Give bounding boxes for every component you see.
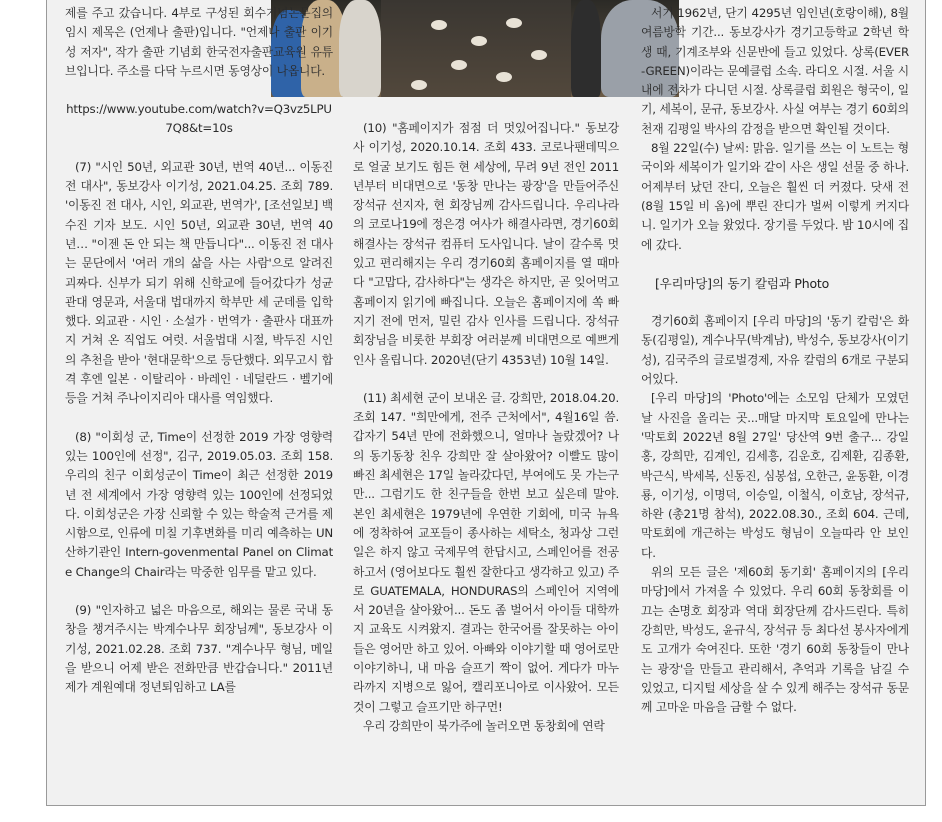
paragraph-item-11: (11) 최세현 군이 보내온 글. 강희만, 2018.04.20. 조회 147. "희만에게, 전주 근처에서", 4월16일 씀. 갑자기 54년 만에 전화했으니, 얼마나 놀랐겠어? 나의 동기동창 친우 강희만 잘 살아왔어? 이빨도 많이 빠진 최세현은 17일 놀라갔다던, 부여에도 못 가는구만... 그럼기도 한 친구들을 한번 보고 싶은데 말야. 본인 최세현은 1979년에 우연한 기회에, 미국 뉴욕에 정착하여 교포들이 종사하는 세탁소, 청과상 그런 일은 하지 않고 국제무역 한답시고, 스페인어를 전공하고서 (영어보다도 훨씬 잘한다고 생각하고 있고) 주로 GUATEMALA, HONDURAS의 스페인어 지역에서 20년을 살아왔어... 돈도 좀 벌어서 아이들 대학까지 교육도 시켜왔지. 결과는 한국어를 잘못하는 아이들은 영어만 하고 있어. 아빠와 이야기할 때 영어로만 이야기하니, 내 마음 슬프기 짝이 없어. 게다가 마누라까지 지병으로 잃어, 캘리포니아로 이사왔어. 모든 것이 그렇고 슬프기만 하구먼! — [353, 390, 619, 714]
photo-plate — [431, 20, 447, 30]
paragraph-item-11-continued: 우리 강희만이 북가주에 놀러오면 동창회에 연락 — [363, 718, 605, 733]
column-middle — [353, 119, 619, 736]
section-heading: [우리마당]의 동기 칼럼과 Photo — [655, 275, 830, 291]
photo-person — [339, 0, 381, 97]
photo-person — [571, 0, 601, 97]
paragraph-photo-section: [우리 마당]의 'Photo'에는 소모임 단체가 모였던 날 사진을 올리는 곳...매달 마지막 토요일에 만나는 '막토회 2022년 8월 27일' 당산역 9번 출구... 강일홍, 강희만, 김계인, 김세흥, 김운호, 김제환, 김종환, 박근식, 박세복, 신동진, 심봉섭, 오한근, 윤동환, 이경룡, 이기성, 이명덕, 이승일, 이철식, 이호남, 장석규, 하완 (총21명 참석), 2022.08.30., 조회 604. 근데, 막토회에 개근하는 박성도 형님이 오늘따라 안 보인다. — [641, 391, 909, 560]
photo-plate — [451, 60, 467, 70]
paragraph-item-8: (8) "이회성 군, Time이 선정한 2019 가장 영향력 있는 100인에 선정", 김구, 2019.05.03. 조회 158. 우리의 친구 이회성군이 Time이 최근 선정한 2019년 전 세계에서 가장 영향력 있는 100인에 선정되었다. 이회성군은 가장 신뢰할 수 있는 학술적 근거를 제시함으로, 인류에 미칠 기후변화를 미리 예측하는 UN 산하기관인 Intern-govenmental Panel on Climate Change의 Chair라는 막중한 임무를 맡고 있다. — [65, 429, 333, 579]
photo-plate — [531, 50, 547, 60]
paragraph-closing: 위의 모든 글은 '제60회 동기회' 홈페이지의 [우리 마당]에서 가져올 수 있었다. 우리 60회 동창회를 이끄는 손명호 회장과 역대 회장단께 감사드린다. 특히 강희만, 박성도, 윤규식, 장석규 등 최다선 봉사자에게도 고개가 숙여진다. 또한 '경기 60회 동창들이 만나는 광장'을 만들고 관리해서, 추억과 기록을 남길 수 있었고, 디지털 세상을 살 수 있게 해주는 장석규 동문께 고마운 마음을 금할 수 없다. — [641, 565, 909, 715]
paragraph-item-7: (7) "시인 50년, 외교관 30년, 번역 40년... 이동진 전 대사", 동보강사 이기성, 2021.04.25. 조회 789. '이동진 전 대사, 시인, 외교관, 번역가', [조선일보] 백수진 기자 보도. 시인 50년, 외교관 30년, 번역 40년… "이젠 돈 안 되는 책 만듭니다"... 이동진 전 대사는 문단에서 '여러 개의 삶을 사는 사람'으로 알려진 괴짜다. 신부가 되기 위해 신학교에 들어갔다가 성균관대 영문과, 서울대 법대까지 학부만 세 군데를 입학했다. 외교관 · 시인 · 소설가 · 번역가 · 출판사 대표까지 거쳐 온 직업도 여럿. 서울법대 시절, 박두진 시인의 추천을 받아 '현대문학'으로 등단했다. 외무고시 합격 후엔 일본 · 이탈리아 · 바레인 · 네덜란드 · 벨기에 등을 거쳐 주나이지리아 대사를 역임했다. — [65, 159, 333, 406]
paragraph-diary-entry: 8월 22일(수) 날씨: 맑음. 일기를 쓰는 이 노트는 형국이와 세복이가 일기와 같이 사은 생일 선물 중 하나. 어제부터 났던 잔디, 오늘은 훨씬 더 커졌다. 닷새 전(8월 15일 비 옴)에 뿌린 잔디가 벌써 이렇게 커지다니. 일기가 오늘 왔었다. 장기를 두었다. 밤 10시에 집에 갔다. — [641, 141, 909, 252]
paragraph-item-10: (10) "홈페이지가 점점 더 멋있어집니다." 동보강사 이기성, 2020.10.14. 조회 433. 코로나팬데믹으로 얼굴 보기도 힘든 현 세상에, 무려 9년 전인 2011년부터 비대면으로 '동창 만나는 광장'을 만들어주신 장석규 선지자, 현 회장님께 감사드립니다. 우리나라의 코로나19에 정은경 여사가 해결사라면, 경기60회 해결사는 장석규 컴퓨터 도사입니다. 날이 갈수록 멋있고 편리해지는 우리 경기60회 홈페이지를 열 때마다 "고맙다, 감사하다"는 생각은 하지만, 곧 잊어먹고 홈페이지 읽기에 빠집니다. 오늘은 홈페이지에 쏙 빠지기 전에 먼저, 밀린 감사 인사를 드립니다. 장석규 회장님을 비롯한 부회장 여러분께 비대면으로 예쁘게 인사 올립니다. 2020년(단기 4353년) 10월 14일. — [353, 121, 619, 367]
photo-table — [381, 0, 571, 97]
photo-plate — [471, 36, 487, 46]
paragraph-diary-intro: 서기 1962년, 단기 4295년 임인년(호랑이해), 8월 여름방학 기간... 동보강사가 경기고등학교 2학년 학생 때, 기계조부와 신문반에 들고 있었다. 상록(EVER-GREEN)이라는 문예클럽 소속. 라디오 시절. 서울 시내에 전차가 다니던 시절. 상록클럽 회원은 형국이, 일기, 세복이, 문규, 동보강사. 사실 여부는 경기 60회의 천재 김평일 박사의 감정을 받으면 확인될 것이다. — [641, 6, 909, 136]
paragraph-column-list: 경기60회 홈페이지 [우리 마당]의 '동기 칼럼'은 화동(김평일), 계수나무(박계남), 박성수, 동보강사(이기성), 김국주의 글로벌경제, 자유 칼럼의 6개로 구분되어있다. — [641, 314, 909, 387]
paragraph-item-9: (9) "인자하고 넓은 마음으로, 해외는 물론 국내 동창을 챙겨주시는 박계수나무 회장님께", 동보강사 이기성, 2021.02.28. 조회 737. "계수나무 형님, 메일을 받으니 어제 받은 전화만큼 반갑습니다." 2011년 제가 계원예대 정년퇴임하고 LA를 — [65, 603, 333, 695]
column-left — [65, 4, 333, 698]
youtube-link[interactable]: https://www.youtube.com/watch?v=Q3vz5LPU7Q8&t=10s — [66, 102, 332, 136]
photo-plate — [496, 72, 512, 82]
paragraph-collection-intro: 제를 주고 갔습니다. 4부로 구성된 회수기념논문집의 임시 제목은 (언제나 출판)입니다. "언제나 출판 이기성 저자", 작가 출판 기념회 한국전자출판교육원 유튜브입니다. 주소를 다닥 누르시면 동영상이 나옵니다. — [65, 6, 333, 78]
column-right — [641, 4, 909, 717]
photo-plate — [506, 18, 522, 28]
photo-plate — [411, 80, 427, 90]
